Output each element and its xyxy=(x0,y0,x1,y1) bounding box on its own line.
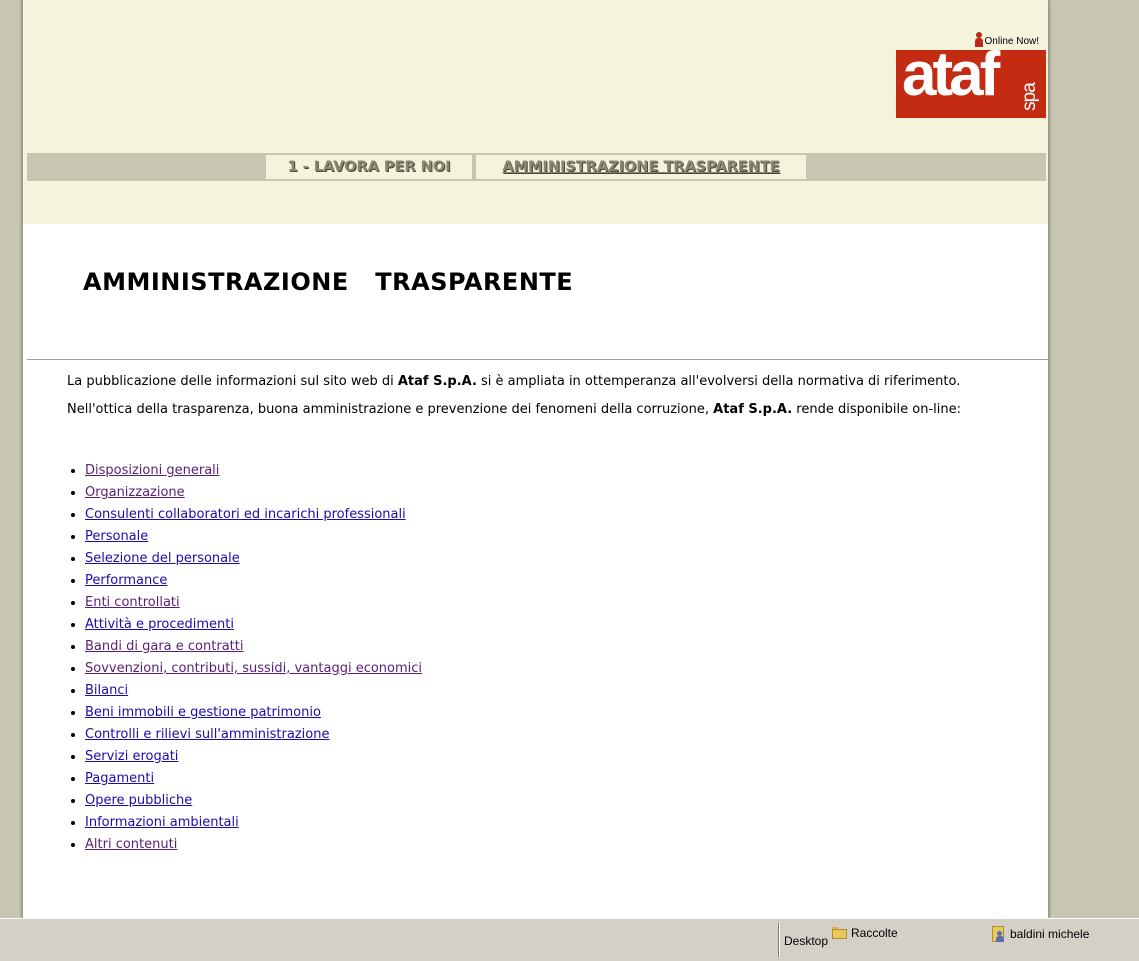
tab-amministrazione-trasparente[interactable]: AMMINISTRAZIONE TRASPARENTE xyxy=(476,155,806,179)
section-link[interactable]: Altri contenuti xyxy=(85,837,178,852)
list-item xyxy=(85,726,422,748)
taskbar xyxy=(0,918,1139,961)
section-link[interactable]: Selezione del personale xyxy=(85,551,240,566)
company-name: Ataf S.p.A. xyxy=(713,402,793,417)
list-item xyxy=(85,616,422,638)
section-link[interactable]: Informazioni ambientali xyxy=(85,815,239,830)
divider xyxy=(27,359,1048,360)
online-now-indicator[interactable] xyxy=(975,32,1039,47)
list-item xyxy=(85,748,422,770)
user-label: baldini michele xyxy=(1010,927,1090,941)
section-link[interactable]: Sovvenzioni, contributi, sussidi, vantaggi economici xyxy=(85,661,423,676)
section-link-list xyxy=(67,462,422,858)
intro-text xyxy=(67,373,1027,429)
list-item xyxy=(85,704,422,726)
tab-lavora-per-noi[interactable]: 1 - LAVORA PER NOI xyxy=(266,155,472,179)
page-container xyxy=(22,0,1049,918)
user-folder-icon xyxy=(992,926,1006,942)
list-item xyxy=(85,770,422,792)
ataf-logo[interactable] xyxy=(896,50,1046,118)
section-link[interactable]: Bandi di gara e contratti xyxy=(85,639,244,654)
list-item xyxy=(85,506,422,528)
section-link[interactable]: Beni immobili e gestione patrimonio xyxy=(85,705,321,720)
section-link[interactable]: Opere pubbliche xyxy=(85,793,193,808)
list-item xyxy=(85,836,422,858)
section-link[interactable]: Performance xyxy=(85,573,168,588)
list-item xyxy=(85,660,422,682)
site-header xyxy=(23,0,1048,224)
company-name: Ataf S.p.A. xyxy=(397,374,477,389)
section-link[interactable]: Personale xyxy=(85,529,149,544)
list-item xyxy=(85,594,422,616)
list-item xyxy=(85,528,422,550)
list-item xyxy=(85,638,422,660)
section-link[interactable]: Organizzazione xyxy=(85,485,185,500)
logo-text: ataf xyxy=(902,50,997,109)
list-item xyxy=(85,682,422,704)
intro-1-text-end: si è ampliata in ottemperanza all'evolversi della normativa di riferimento. xyxy=(476,374,961,389)
list-item xyxy=(85,814,422,836)
list-item xyxy=(85,550,422,572)
online-now-label: Online Now! xyxy=(984,36,1039,47)
list-item xyxy=(85,792,422,814)
main-nav xyxy=(27,153,1046,181)
folder-icon xyxy=(832,927,847,939)
logo-suffix: spa xyxy=(1019,83,1041,111)
section-link[interactable]: Enti controllati xyxy=(85,595,180,610)
section-link[interactable]: Disposizioni generali xyxy=(85,463,220,478)
intro-1-text: La pubblicazione delle informazioni sul sito web di xyxy=(67,374,398,389)
intro-paragraph-1 xyxy=(67,373,1027,391)
user-toolbar-item[interactable] xyxy=(992,926,1089,942)
person-icon xyxy=(975,32,983,47)
intro-2-text-end: rende disponibile on-line: xyxy=(792,402,961,417)
section-link[interactable]: Servizi erogati xyxy=(85,749,179,764)
section-link[interactable]: Consulenti collaboratori ed incarichi professionali xyxy=(85,507,406,522)
section-link[interactable]: Attività e procedimenti xyxy=(85,617,234,632)
intro-2-text: Nell'ottica della trasparenza, buona amministrazione e prevenzione dei fenomeni della corruzione, xyxy=(67,402,714,417)
list-item xyxy=(85,462,422,484)
intro-paragraph-2 xyxy=(67,401,1027,419)
section-link[interactable]: Bilanci xyxy=(85,683,129,698)
raccolte-toolbar-item[interactable] xyxy=(832,926,898,940)
section-link[interactable]: Pagamenti xyxy=(85,771,155,786)
taskbar-separator xyxy=(778,923,780,957)
section-link[interactable]: Controlli e rilievi sull'amministrazione xyxy=(85,727,330,742)
page-title: AMMINISTRAZIONE TRASPARENTE xyxy=(83,268,574,296)
raccolte-label: Raccolte xyxy=(851,926,898,940)
desktop-toolbar-label[interactable]: Desktop xyxy=(784,934,829,948)
list-item xyxy=(85,572,422,594)
list-item xyxy=(85,484,422,506)
